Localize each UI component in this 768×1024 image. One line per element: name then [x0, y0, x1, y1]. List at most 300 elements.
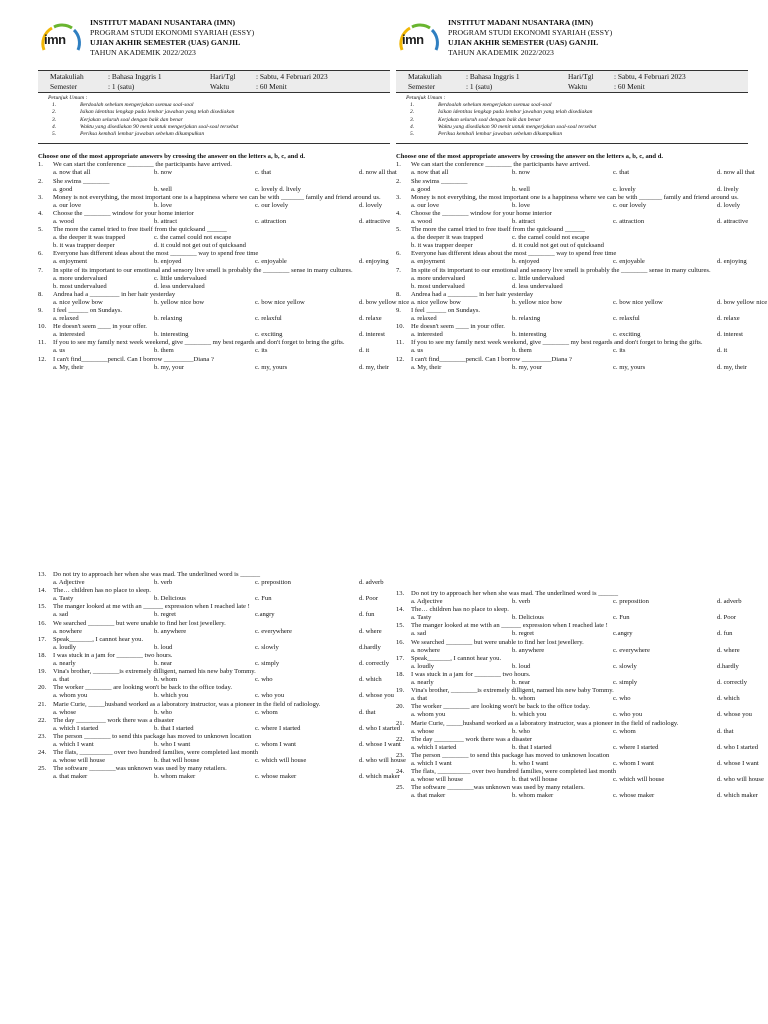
answer-option: c. Fun	[613, 614, 630, 622]
question-item	[38, 178, 390, 194]
question-number: 12.	[38, 355, 47, 363]
answer-option: a. My, their	[53, 363, 84, 371]
answer-option: d.hardly	[359, 643, 381, 651]
question-number: 17.	[38, 635, 47, 643]
question-text: Money is not everything, the most important one is a happiness where we can be with _______ family and friend around us.	[53, 193, 381, 201]
answer-option: b. that will house	[512, 776, 558, 784]
answer-option: d. less undervalued	[154, 282, 205, 290]
question-item	[38, 161, 397, 177]
answer-option: c. attraction	[613, 217, 645, 225]
answer-option: a. sad	[411, 630, 427, 638]
question-item	[396, 720, 748, 736]
answer-option	[613, 234, 717, 242]
question-item	[396, 639, 748, 655]
answer-option: c. who you	[613, 711, 643, 719]
answer-option: d. correctly	[717, 679, 748, 687]
question-item	[396, 339, 748, 355]
answer-option: d. correctly	[359, 660, 390, 668]
answer-option	[255, 234, 359, 242]
question-item	[396, 356, 748, 372]
question-text: In spite of its important to our emotional and sensory live smell is probably the ________ sense in many cultures.	[411, 266, 711, 274]
question-text: Do not try to approach her when she was mad. The underlined word is ______	[53, 571, 260, 578]
question-item	[38, 356, 390, 372]
answer-option: b. love	[512, 201, 530, 209]
answer-option: c. its	[613, 347, 626, 355]
answer-option: c.angry	[255, 611, 275, 619]
answer-option: a. Tasty	[411, 614, 432, 622]
question-item	[396, 267, 748, 283]
question-item	[38, 250, 390, 266]
question-number: 23.	[38, 732, 47, 740]
answer-option: c. slowly	[255, 643, 279, 651]
answer-option: a. sad	[53, 611, 69, 619]
answer-option: c. preposition	[613, 598, 649, 606]
answer-option: a. us	[411, 347, 424, 355]
answer-option: c. attraction	[255, 217, 287, 225]
question-item	[38, 684, 394, 700]
question-text: The day _________ work there was a disaster	[53, 716, 175, 724]
question-number: 4.	[396, 209, 401, 217]
answer-option	[255, 242, 359, 250]
answer-option: b. attract	[154, 217, 178, 225]
answer-option: a. interested	[411, 331, 443, 339]
answer-option: c. whom I want	[613, 759, 655, 767]
answer-option: a. our love	[53, 201, 82, 209]
answer-option: b. verb	[512, 598, 531, 606]
question-number: 3.	[396, 193, 401, 201]
answer-option: d. that	[717, 727, 734, 735]
answer-option	[717, 275, 768, 283]
answer-option: b. yellow nice bow	[154, 298, 205, 306]
question-item	[38, 587, 390, 603]
answer-option: a. nearly	[411, 679, 434, 687]
answer-option: d. now all that	[717, 169, 755, 177]
answer-option: b. my, your	[154, 363, 184, 371]
question-item	[38, 267, 390, 283]
answer-option: a. the deeper it was trapped	[53, 234, 126, 242]
question-text: Speak_______, I cannot hear you.	[53, 635, 144, 643]
question-text: She swims ________	[53, 177, 110, 185]
question-number: 6.	[38, 250, 43, 258]
question-number: 14.	[38, 587, 47, 595]
question-item	[396, 290, 768, 307]
question-text: The… children has no place to sleep.	[53, 587, 151, 595]
question-number: 21.	[396, 719, 405, 727]
answer-option: c. little undervalued	[512, 274, 565, 282]
question-item	[38, 323, 390, 339]
answer-option: b. it was trapper deeper	[53, 242, 115, 250]
answer-option: b. that will house	[154, 757, 200, 765]
question-number: 4.	[38, 209, 43, 217]
question-text: The worker ________ are looking won't be back to the office today.	[53, 684, 232, 692]
question-item	[38, 290, 410, 307]
answer-option: b. whom	[512, 695, 536, 703]
answer-option: a. which I want	[53, 740, 94, 748]
answer-option: b. verb	[154, 579, 173, 587]
answer-option: d. enjoying	[359, 258, 389, 266]
question-number: 9.	[396, 307, 401, 314]
question-number: 6.	[396, 250, 401, 258]
answer-option: a. which I want	[411, 759, 452, 767]
answer-option	[613, 242, 717, 250]
question-text: Money is not everything, the most important one is a happiness where we can be with _______ family and friend around us.	[411, 193, 739, 201]
answer-option: b. that I started	[154, 724, 194, 732]
exam-title: UJIAN AKHIR SEMESTER (UAS) GANJIL	[90, 38, 241, 47]
question-item	[396, 768, 764, 784]
question-number: 2.	[38, 177, 43, 185]
instructions: Petunjuk Umum : 1. Berdoalah sebelum mengerjakan ssemua soal-soal 2. Isikan identitas lengkap pada lembar jawaban yang telah disediakan 3. Kerjakan seluruh soal dengan baik dan benar 4. Waktu yang disediakan 90 menit untuk mengerjakan soal-soal tersebut 5. Periksa kembali lembar jawaban sebelum dikumpulkan	[38, 93, 390, 144]
answer-option: a. Adjective	[53, 579, 85, 587]
answer-option: d. less undervalued	[512, 282, 563, 290]
answer-option: d. relaxe	[717, 315, 740, 323]
answer-option: c. my, yours	[255, 363, 288, 371]
answer-option: b. now	[512, 169, 530, 177]
exam-sheet-left-continued	[38, 571, 406, 781]
answer-option: a. our love	[411, 201, 440, 209]
answer-option: a. loudly	[411, 662, 435, 670]
answer-option	[717, 242, 768, 250]
answer-option: d. where	[359, 627, 382, 635]
answer-option: c. exciting	[613, 331, 641, 339]
question-text: We can start the conference ________ the participants have arrived.	[53, 161, 232, 169]
question-item	[396, 622, 748, 638]
answer-option: b. love	[154, 201, 172, 209]
question-text: The more the camel tried to free itself from the quicksand ______	[411, 226, 585, 234]
answer-option: a. the deeper it was trapped	[411, 234, 484, 242]
answer-option: a. nowhere	[53, 627, 82, 635]
program-name: PROGRAM STUDI EKONOMI SYARIAH (ESSY)	[90, 28, 255, 37]
question-item	[396, 307, 748, 323]
answer-option: a. more undervalued	[53, 274, 108, 282]
answer-option: b. interesting	[512, 331, 547, 339]
answer-option: c. simply	[613, 679, 638, 687]
answer-option: c. bow nice yellow	[613, 298, 663, 306]
answer-option: a. which I started	[53, 724, 99, 732]
answer-option: d. attractive	[717, 217, 749, 225]
question-number: 15.	[396, 622, 405, 630]
answer-option: a. whose	[411, 727, 435, 735]
question-item	[38, 701, 390, 717]
question-item	[38, 194, 390, 210]
answer-option: b. most undervalued	[411, 282, 465, 290]
question-text: He doesn't seem ____ in your offer.	[411, 323, 505, 331]
question-item	[396, 242, 748, 250]
question-number: 24.	[38, 749, 47, 757]
question-number: 1.	[38, 161, 43, 169]
question-item	[396, 784, 758, 800]
answer-option: a. Tasty	[53, 595, 74, 603]
answer-option: d. my, their	[717, 363, 747, 371]
question-number: 24.	[396, 768, 405, 776]
question-number: 8.	[396, 290, 401, 298]
answer-option: c. bow nice yellow	[255, 298, 305, 306]
answer-option: c. our lovely	[613, 201, 647, 209]
answer-option: b. enjoyed	[512, 258, 540, 266]
answer-option: a. whom you	[53, 692, 88, 700]
answer-option: b. interesting	[154, 331, 189, 339]
question-text: Vina's brother, ________is extremely dilligent, named his new baby Tommy.	[53, 668, 256, 676]
question-item	[38, 636, 390, 652]
answer-option: b. Delicious	[512, 614, 544, 622]
answer-option: d. bow yellow nice	[359, 298, 410, 306]
answer-option: b. anywhere	[154, 627, 187, 635]
question-item	[38, 571, 390, 587]
answer-option: b. that I started	[512, 743, 552, 751]
question-number: 10.	[38, 323, 47, 331]
question-number: 1.	[396, 161, 401, 169]
answer-option: d. fun	[717, 630, 733, 638]
answer-option: d. adverb	[359, 579, 384, 587]
answer-option: c. little undervalued	[154, 274, 207, 282]
question-text: The software ________was unknown was used by many retailers.	[411, 784, 585, 792]
answer-option: c.angry	[613, 630, 633, 638]
answer-option: b. which you	[512, 711, 547, 719]
question-number: 22.	[396, 735, 405, 743]
question-number: 13.	[396, 590, 405, 597]
answer-option: a. Adjective	[411, 598, 443, 606]
answer-option: c. enjoyable	[613, 258, 645, 266]
answer-option: a. that	[53, 676, 70, 684]
answer-option: d. lovely	[717, 201, 741, 209]
exam-sheet-right	[396, 18, 768, 372]
institution-name: INSTITUT MADANI NUSANTARA (IMN)	[448, 18, 594, 27]
answer-option: d. attractive	[359, 217, 391, 225]
question-text: The day _________ work there was a disaster	[411, 735, 533, 743]
question-number: 25.	[396, 784, 405, 792]
question-item	[396, 703, 752, 719]
question-number: 23.	[396, 751, 405, 759]
question-text: We searched ________ but were unable to find her lost jewellery.	[53, 619, 226, 627]
answer-option: d. it could not get out of quicksand	[512, 242, 604, 250]
answer-option: b. whom	[154, 676, 178, 684]
answer-option: a. now that all	[411, 169, 449, 177]
answer-option: d. now all that	[359, 169, 397, 177]
question-number: 19.	[38, 668, 47, 676]
question-item	[396, 283, 748, 291]
question-list	[38, 571, 406, 781]
answer-option: c. who you	[255, 692, 285, 700]
answer-option: b. anywhere	[512, 646, 545, 654]
answer-option: b. regret	[154, 611, 176, 619]
imn-logo-icon: imn	[38, 20, 84, 66]
question-number: 9.	[38, 307, 43, 314]
answer-option: d. where	[717, 646, 740, 654]
answer-option: b. near	[154, 660, 172, 668]
question-item	[396, 751, 759, 768]
question-text: Speak_______, I cannot hear you.	[411, 654, 502, 662]
academic-year: TAHUN AKADEMIK 2022/2023	[90, 48, 196, 57]
question-number: 14.	[396, 606, 405, 614]
question-number: 10.	[396, 323, 405, 331]
answer-option: d. which maker	[359, 773, 400, 781]
answer-option: b. regret	[512, 630, 534, 638]
answer-option: c. that	[613, 169, 630, 177]
answer-option: d. which maker	[717, 792, 758, 800]
question-text: The flats, __________ over two hundred families, were completed last month	[411, 768, 617, 776]
answer-option: a. relaxed	[411, 315, 437, 323]
answer-option: b. who	[154, 708, 172, 716]
answer-option: a. interested	[53, 331, 85, 339]
answer-option: a. relaxed	[53, 315, 79, 323]
answer-option: d. whose I want	[717, 759, 759, 767]
question-item	[38, 765, 400, 781]
question-text: I was stuck in a jam for ________ two hours.	[411, 670, 531, 678]
answer-option: b. who	[512, 727, 530, 735]
answer-option: a. nearly	[53, 660, 76, 668]
answer-option: c. lovely d. lively	[255, 185, 301, 193]
answer-option: c. whose maker	[613, 792, 655, 800]
question-item	[38, 283, 390, 291]
question-text: She swims ________	[411, 177, 468, 185]
exam-sheet-left	[38, 18, 410, 372]
question-text: The flats, __________ over two hundred families, were completed last month	[53, 749, 259, 757]
answer-option: b. yellow nice bow	[512, 298, 563, 306]
question-text: The software ________was unknown was used by many retailers.	[53, 765, 227, 773]
instructions: Petunjuk Umum : 1. Berdoalah sebelum mengerjakan ssemua soal-soal 2. Isikan identitas lengkap pada lembar jawaban yang telah disediakan 3. Kerjakan seluruh soal dengan baik dan benar 4. Waktu yang disediakan 90 menit untuk mengerjakan soal-soal tersebut 5. Periksa kembali lembar jawaban sebelum dikumpulkan	[396, 93, 748, 144]
answer-option	[613, 283, 717, 291]
question-item	[396, 606, 748, 622]
answer-option: a. good	[411, 185, 431, 193]
answer-option: d. whose you	[717, 711, 752, 719]
answer-option: c. our lovely	[255, 201, 289, 209]
exam-header	[38, 18, 390, 70]
question-item	[396, 687, 748, 703]
answer-option: d. interest	[359, 331, 386, 339]
answer-option: a. nowhere	[411, 646, 440, 654]
question-number: 15.	[38, 603, 47, 611]
question-item	[38, 668, 390, 684]
answer-option: c. who	[255, 676, 273, 684]
answer-option: b. loud	[154, 643, 173, 651]
answer-option: b. my, your	[512, 363, 542, 371]
answer-option: d. lovely	[359, 201, 383, 209]
question-text: He doesn't seem ____ in your offer.	[53, 323, 147, 331]
question-text: Vina's brother, ________is extremely dilligent, named his new baby Tommy.	[411, 687, 614, 695]
answer-option	[717, 234, 768, 242]
answer-option: a. nice yellow bow	[411, 298, 461, 306]
answer-option: d. it	[359, 347, 370, 355]
question-number: 20.	[38, 684, 47, 692]
question-item	[38, 339, 390, 355]
answer-option: c. Fun	[255, 595, 272, 603]
question-text: The person ________ to send this package has moved to unknown location	[411, 751, 610, 759]
question-item	[38, 603, 390, 619]
question-text: In spite of its important to our emotional and sensory live smell is probably the ________ sense in many cultures.	[53, 266, 353, 274]
question-text: If you to see my family next week weekend, give ________ my best regards and don't forget to bring the gifts.	[53, 339, 345, 347]
answer-option: a. now that all	[53, 169, 91, 177]
question-list	[396, 161, 768, 371]
question-text: Everyone has different ideas about the most ________ way to spend free time	[411, 250, 617, 258]
answer-option: b. whom maker	[154, 773, 196, 781]
answer-option: c. preposition	[255, 579, 291, 587]
answer-option: d.hardly	[717, 662, 739, 670]
answer-option: c. where I started	[255, 724, 301, 732]
answer-option: a. nice yellow bow	[53, 298, 103, 306]
answer-option: b. well	[154, 185, 172, 193]
answer-option: b. which you	[154, 692, 189, 700]
question-text: The manger looked at me with an ______ expression when I reached late !	[53, 603, 250, 611]
answer-option: a. whose will house	[53, 757, 106, 765]
question-item	[38, 226, 390, 242]
question-item	[396, 161, 755, 177]
answer-option: c. simply	[255, 660, 280, 668]
answer-option: a. whose	[53, 708, 77, 716]
answer-option: c. whom	[613, 727, 636, 735]
answer-option: c. where I started	[613, 743, 659, 751]
answer-option: c. everywhere	[255, 627, 292, 635]
question-text: I feel ______ on Sundays.	[411, 307, 481, 314]
question-text: I can't find________pencil. Can I borrow _________Diana ?	[411, 355, 572, 363]
question-text: Marie Curie, _____husband worked as a laboratory instructor, was a pioneer in the field of radiology.	[411, 719, 679, 727]
question-item	[396, 735, 759, 752]
question-number: 3.	[38, 193, 43, 201]
question-text: If you to see my family next week weekend, give ________ my best regards and don't forget to bring the gifts.	[411, 339, 703, 347]
question-item	[396, 226, 748, 242]
question-number: 19.	[396, 687, 405, 695]
answer-option: d. Poor	[717, 614, 737, 622]
institution-name: INSTITUT MADANI NUSANTARA (IMN)	[90, 18, 236, 27]
answer-option: a. which I started	[411, 743, 457, 751]
question-number: 11.	[396, 339, 404, 347]
answer-option: d. relaxe	[359, 315, 382, 323]
answer-option: b. them	[154, 347, 174, 355]
question-item	[38, 652, 390, 668]
question-number: 5.	[38, 226, 43, 234]
answer-option: c. that	[255, 169, 272, 177]
question-item	[396, 323, 748, 339]
answer-option: b. relaxing	[512, 315, 541, 323]
answer-option: d. which	[717, 695, 740, 703]
question-text: Andrea had a _________ in her hair yesterday	[411, 290, 534, 298]
question-item	[396, 250, 748, 266]
exam-header	[396, 18, 748, 70]
answer-option: d. my, their	[359, 363, 389, 371]
answer-option: d. bow yellow nice	[717, 298, 768, 306]
answer-option: b. who I want	[154, 740, 191, 748]
question-number: 22.	[38, 716, 47, 724]
answer-option: d. enjoying	[717, 258, 747, 266]
question-text: Choose the ________ window for your home interior	[411, 209, 552, 217]
answer-option: a. wood	[53, 217, 74, 225]
answer-option: d. interest	[717, 331, 744, 339]
answer-option: b. now	[154, 169, 172, 177]
answer-option: b. well	[512, 185, 530, 193]
answer-option: c. which will house	[613, 776, 665, 784]
answer-option: d. it	[717, 347, 728, 355]
question-item	[396, 671, 748, 687]
answer-option: d. who I started	[359, 724, 401, 732]
answer-option: a. whose will house	[411, 776, 464, 784]
question-number: 7.	[38, 266, 43, 274]
answer-option: c. relaxful	[255, 315, 282, 323]
academic-year: TAHUN AKADEMIK 2022/2023	[448, 48, 554, 57]
question-text: Marie Curie, _____husband worked as a laboratory instructor, was a pioneer in the field of radiology.	[53, 700, 321, 708]
question-text: The… children has no place to sleep.	[411, 606, 509, 614]
question-item	[38, 210, 390, 226]
exam-title: UJIAN AKHIR SEMESTER (UAS) GANJIL	[448, 38, 599, 47]
question-text: Choose the ________ window for your home interior	[53, 209, 194, 217]
question-text: The manger looked at me with an ______ expression when I reached late !	[411, 622, 608, 630]
answer-option: a. us	[53, 347, 66, 355]
question-number: 25.	[38, 765, 47, 773]
answer-option: c. everywhere	[613, 646, 650, 654]
answer-option: c. who	[613, 695, 631, 703]
answer-option: d. who will house	[359, 757, 406, 765]
answer-option: d. Poor	[359, 595, 379, 603]
question-text: I was stuck in a jam for ________ two hours.	[53, 651, 173, 659]
answer-option: a. My, their	[411, 363, 442, 371]
answer-option: d. that	[359, 708, 376, 716]
